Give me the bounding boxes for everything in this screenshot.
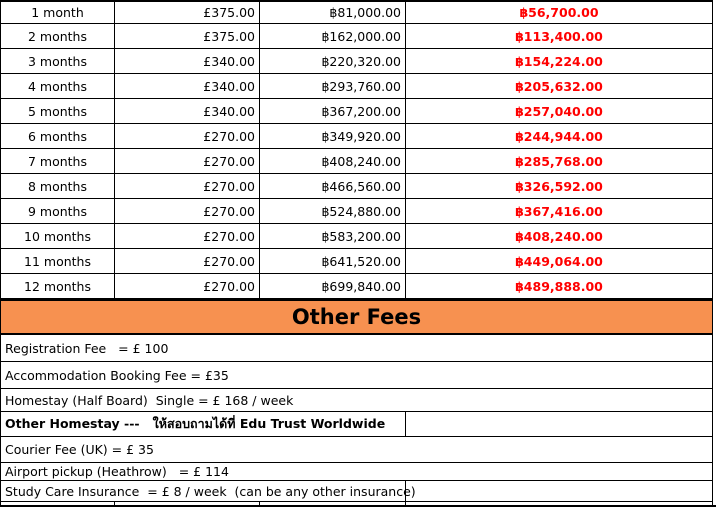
pricing-table-row [0, 99, 713, 124]
fee-row [0, 335, 713, 362]
pricing-table-row [0, 274, 713, 299]
fee-text: Accommodation Booking Fee = £35 [1, 362, 713, 388]
duration-cell: 8 months [1, 174, 115, 198]
pricing-table-row [0, 2, 713, 24]
fee-row [0, 437, 713, 463]
pricing-table-row [0, 249, 713, 274]
price-gbp-cell: £340.00 [115, 99, 260, 123]
fee-row [0, 463, 713, 481]
fee-text: Homestay (Half Board) Single = £ 168 / week [1, 389, 713, 411]
promo-price-thb-cell: ฿244,944.00 [406, 124, 713, 148]
pricing-table-row [0, 49, 713, 74]
duration-cell: 1 month [1, 2, 115, 23]
price-thb-cell: ฿699,840.00 [260, 274, 406, 298]
cut-off-cell [1, 502, 115, 505]
pricing-table-row [0, 24, 713, 49]
promo-price-thb-cell: ฿113,400.00 [406, 24, 713, 48]
pricing-table-row [0, 174, 713, 199]
duration-cell: 7 months [1, 149, 115, 173]
price-thb-cell: ฿641,520.00 [260, 249, 406, 273]
duration-cell: 2 months [1, 24, 115, 48]
duration-cell: 12 months [1, 274, 115, 298]
promo-price-thb-cell: ฿154,224.00 [406, 49, 713, 73]
other-fees-header [0, 299, 713, 335]
fee-text: Courier Fee (UK) = £ 35 [1, 437, 713, 462]
duration-cell: 11 months [1, 249, 115, 273]
duration-cell: 5 months [1, 99, 115, 123]
price-gbp-cell: £270.00 [115, 224, 260, 248]
other-fees-list [0, 335, 716, 502]
price-thb-cell: ฿367,200.00 [260, 99, 406, 123]
cut-off-cell [115, 502, 260, 505]
pricing-table-row [0, 224, 713, 249]
fee-text: Airport pickup (Heathrow) = £ 114 [1, 463, 713, 480]
duration-cell: 9 months [1, 199, 115, 223]
promo-price-thb-cell: ฿449,064.00 [406, 249, 713, 273]
duration-cell: 4 months [1, 74, 115, 98]
promo-price-thb-cell: ฿326,592.00 [406, 174, 713, 198]
promo-price-thb-cell: ฿489,888.00 [406, 274, 713, 298]
fee-empty-cell [406, 481, 713, 501]
pricing-table-row [0, 74, 713, 99]
cut-off-cell [260, 502, 406, 505]
price-gbp-cell: £270.00 [115, 249, 260, 273]
fee-text: Study Care Insurance = £ 8 / week (can be any other insurance) [1, 481, 406, 501]
price-thb-cell: ฿524,880.00 [260, 199, 406, 223]
other-fees-title: Other Fees [291, 305, 422, 329]
pricing-rows [0, 2, 713, 299]
cut-off-cell [406, 502, 713, 505]
fee-row [0, 412, 713, 437]
promo-price-thb-cell: ฿56,700.00 [406, 2, 713, 23]
price-thb-cell: ฿349,920.00 [260, 124, 406, 148]
price-gbp-cell: £270.00 [115, 174, 260, 198]
fee-row [0, 389, 713, 412]
price-gbp-cell: £270.00 [115, 124, 260, 148]
price-thb-cell: ฿293,760.00 [260, 74, 406, 98]
pricing-table-row [0, 199, 713, 224]
price-thb-cell: ฿162,000.00 [260, 24, 406, 48]
price-gbp-cell: £270.00 [115, 149, 260, 173]
price-thb-cell: ฿220,320.00 [260, 49, 406, 73]
price-thb-cell: ฿583,200.00 [260, 224, 406, 248]
fee-empty-cell [406, 412, 713, 436]
fee-row [0, 362, 713, 389]
price-thb-cell: ฿408,240.00 [260, 149, 406, 173]
pricing-table-row [0, 149, 713, 174]
duration-cell: 3 months [1, 49, 115, 73]
promo-price-thb-cell: ฿205,632.00 [406, 74, 713, 98]
cut-off-next-row [0, 502, 713, 505]
price-thb-cell: ฿81,000.00 [260, 2, 406, 23]
promo-price-thb-cell: ฿408,240.00 [406, 224, 713, 248]
fee-text: Registration Fee = £ 100 [1, 335, 713, 361]
price-gbp-cell: £270.00 [115, 199, 260, 223]
price-gbp-cell: £340.00 [115, 74, 260, 98]
promo-price-thb-cell: ฿257,040.00 [406, 99, 713, 123]
price-gbp-cell: £270.00 [115, 274, 260, 298]
fee-text: Other Homestay --- ให้สอบถามได้ที่ Edu Trust Worldwide [1, 412, 406, 436]
fee-row [0, 481, 713, 502]
duration-cell: 6 months [1, 124, 115, 148]
pricing-table-row [0, 124, 713, 149]
price-gbp-cell: £375.00 [115, 24, 260, 48]
promo-price-thb-cell: ฿285,768.00 [406, 149, 713, 173]
price-thb-cell: ฿466,560.00 [260, 174, 406, 198]
price-gbp-cell: £375.00 [115, 2, 260, 23]
promo-price-thb-cell: ฿367,416.00 [406, 199, 713, 223]
duration-cell: 10 months [1, 224, 115, 248]
price-gbp-cell: £340.00 [115, 49, 260, 73]
